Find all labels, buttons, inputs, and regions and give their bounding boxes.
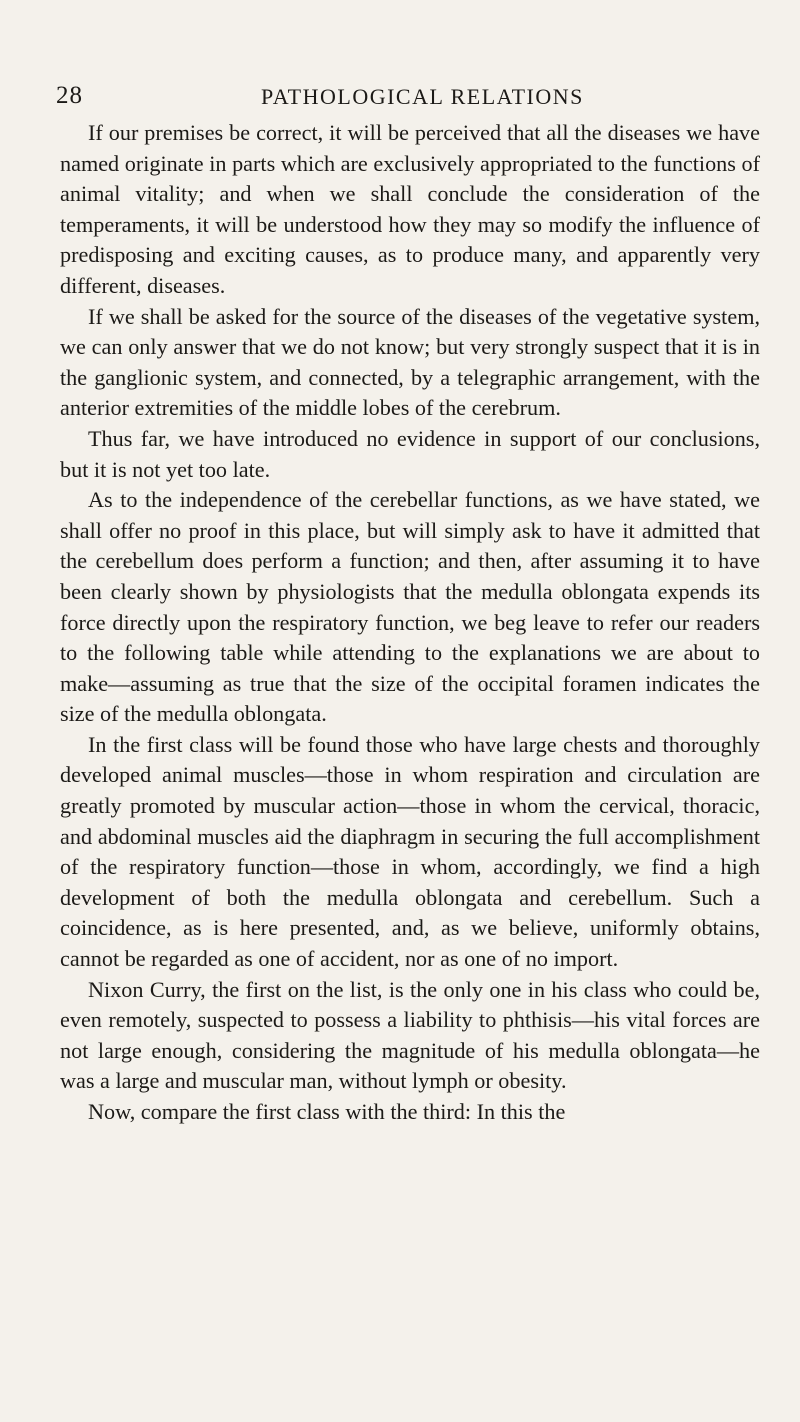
- paragraph: In the first class will be found those who have large chests and thoroughly developed animal muscles—those in whom respiration and circulation are greatly promoted by muscular action—those in whom the cervical, thoracic, and abdominal muscles aid the diaphragm in securing the full accomplishment of the respiratory function—those in whom, accordingly, we find a high development of both the medulla oblongata and cerebellum. Such a coincidence, as is here presented, and, as we believe, uniformly obtains, cannot be regarded as one of accident, nor as one of no import.: [60, 731, 760, 972]
- paragraph: Nixon Curry, the first on the list, is the only one in his class who could be, even remotely, suspected to possess a liability to phthisis—his vital forces are not large enough, considering the magnitude of his medulla oblongata—he was a large and muscular man, without lymph or obesity.: [60, 976, 760, 1094]
- body-text: [60, 118, 760, 1128]
- paragraph: Thus far, we have introduced no evidence in support of our conclusions, but it is not yet too late.: [60, 425, 760, 482]
- paragraph: As to the independence of the cerebellar functions, as we have stated, we shall offer no proof in this place, but will simply ask to have it admitted that the cerebellum does perform a function; and then, after assuming it to have been clearly shown by physiologists that the medulla oblongata expends its force directly upon the respiratory function, we beg leave to refer our readers to the following table while attending to the explanations we are about to make—assuming as true that the size of the occipital foramen indicates the size of the medulla oblongata.: [60, 487, 760, 727]
- paragraph: If our premises be correct, it will be perceived that all the diseases we have named originate in parts which are exclusively appropriated to the functions of animal vitality; and when we shall conclude the consideration of the temperaments, it will be understood how they may so modify the influence of predisposing and exciting causes, as to produce many, and apparently very different, diseases.: [60, 120, 760, 298]
- paragraph: Now, compare the first class with the third: In this the: [88, 1099, 566, 1124]
- page-number: 28: [56, 82, 83, 109]
- running-head: [56, 82, 756, 116]
- running-title: PATHOLOGICAL RELATIONS: [261, 84, 584, 109]
- paragraph: If we shall be asked for the source of the diseases of the vegetative system, we can only answer that we do not know; but very strongly suspect that it is in the ganglionic system, and connected, by a telegraphic arrangement, with the anterior extremities of the middle lobes of the cerebrum.: [60, 303, 760, 421]
